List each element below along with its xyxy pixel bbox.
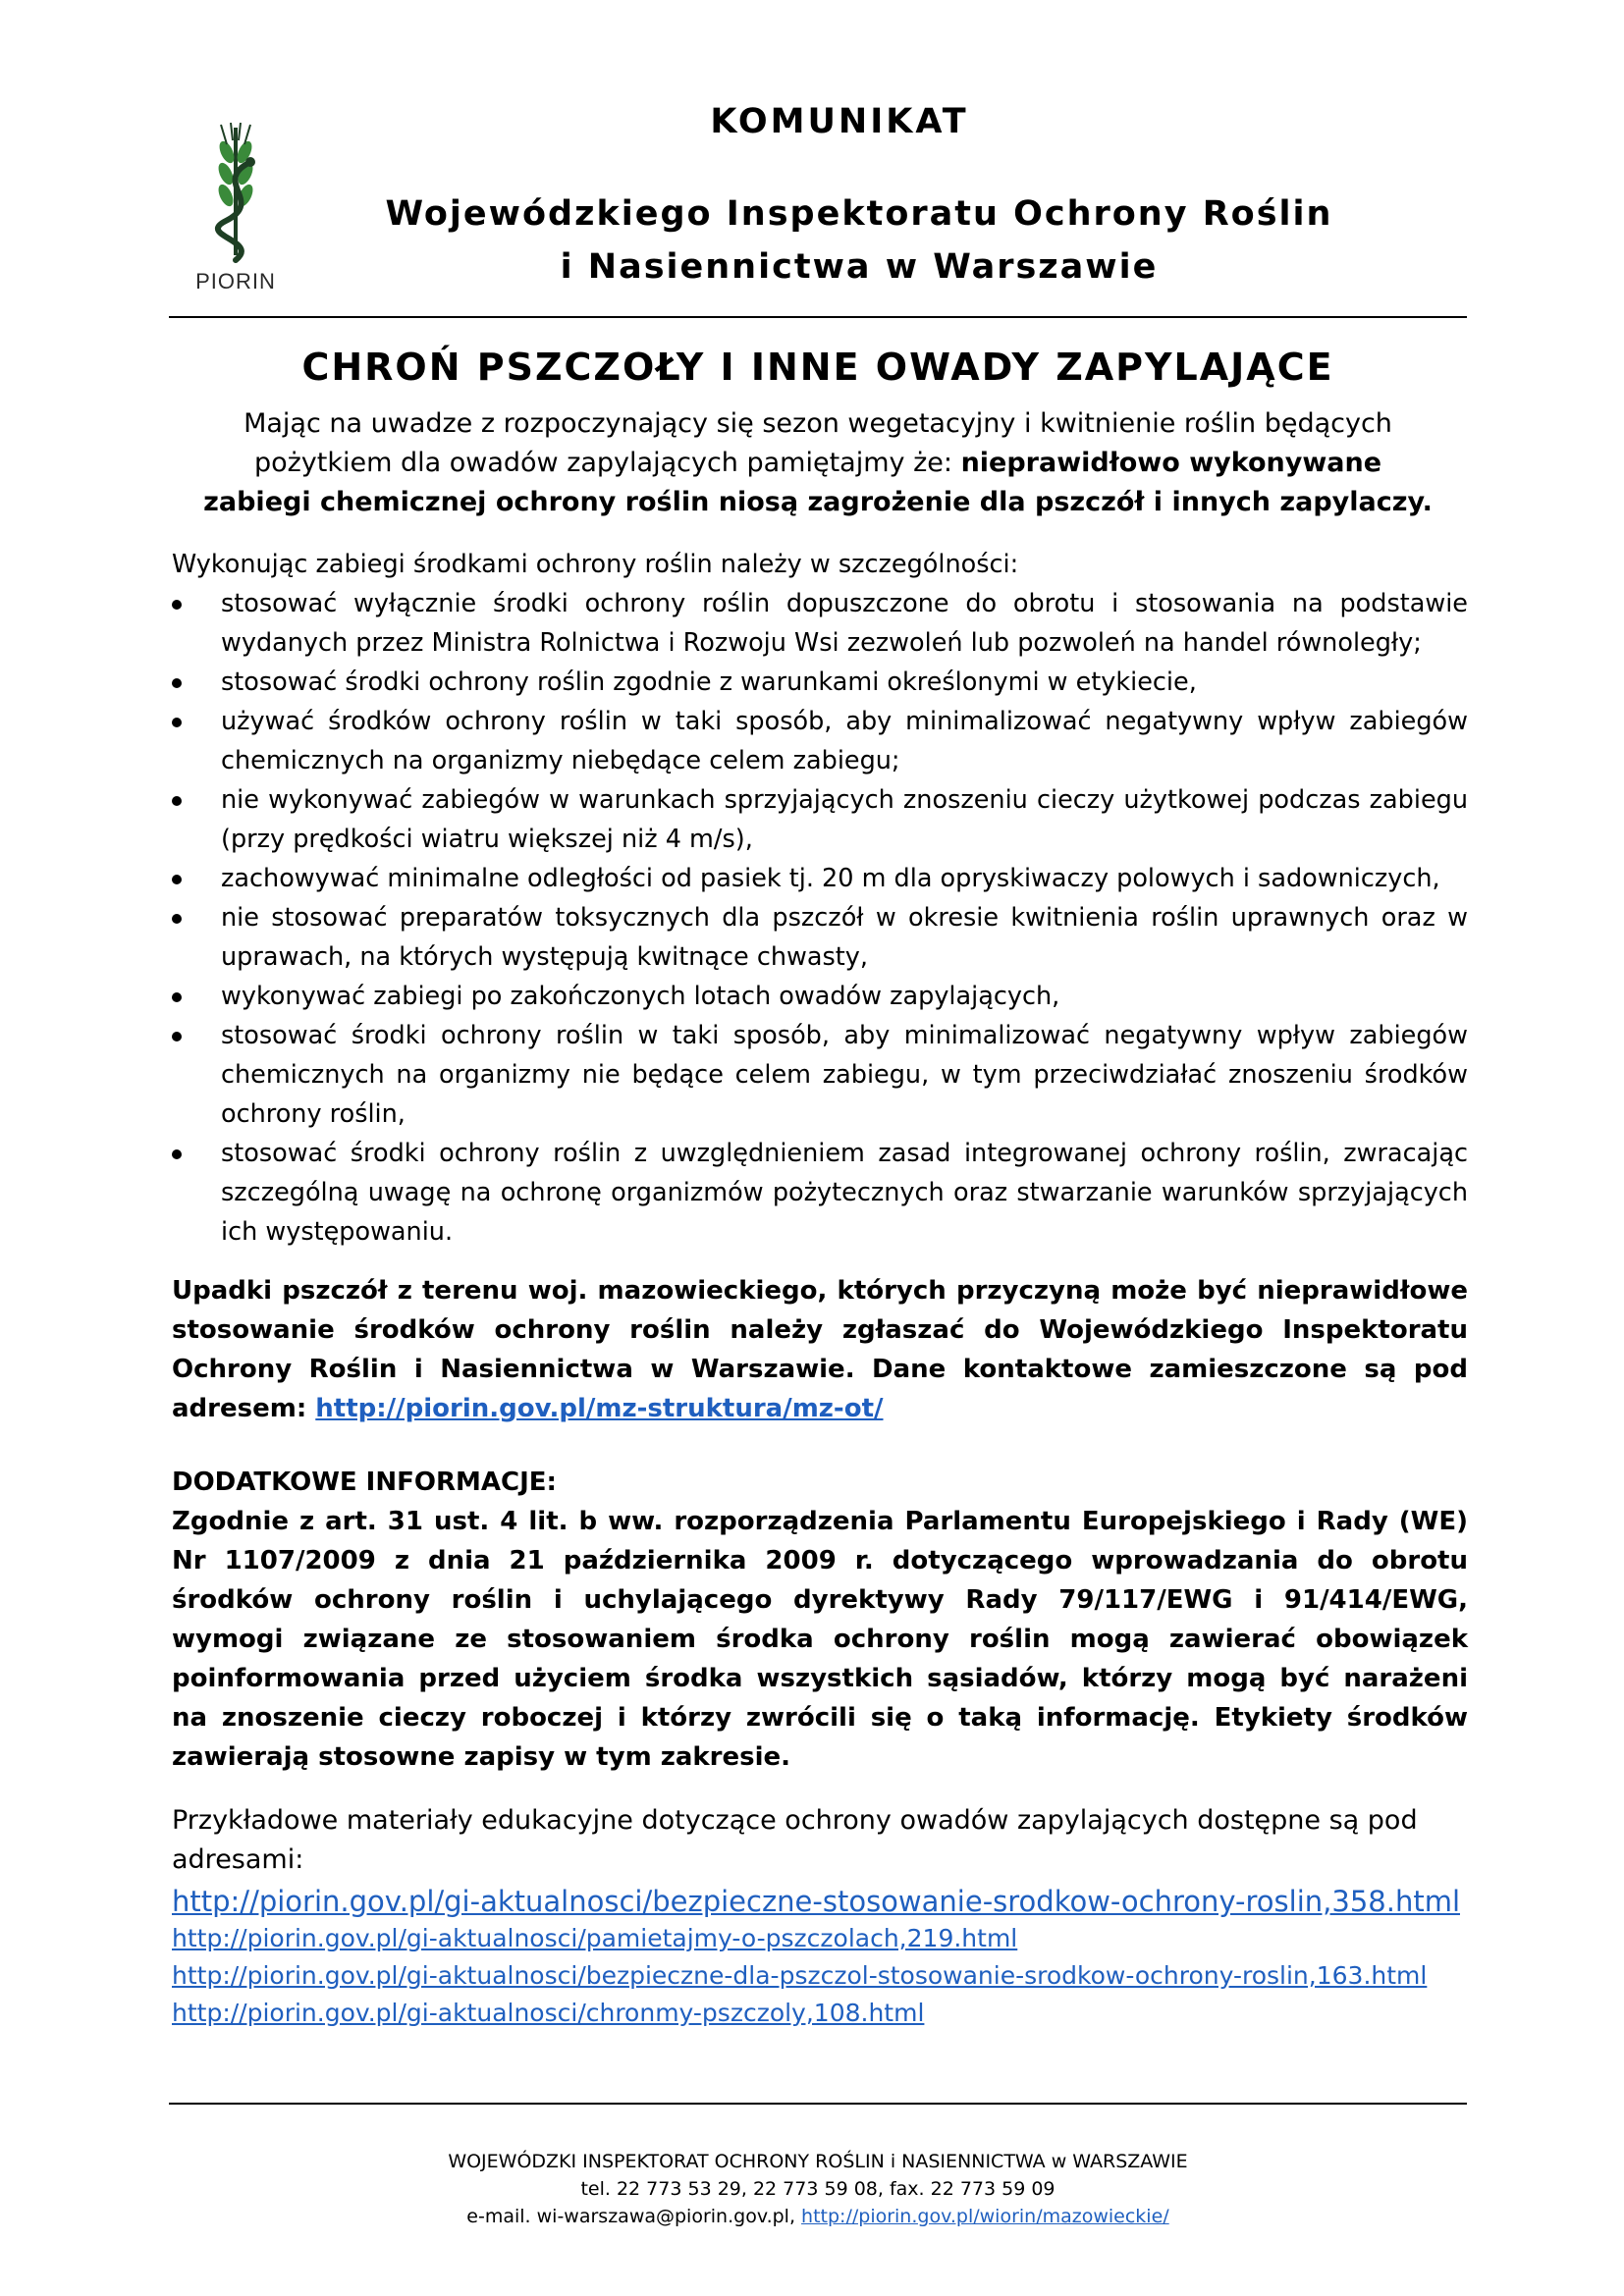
logo-text: PIORIN bbox=[195, 269, 276, 294]
recommendations-list bbox=[172, 584, 1468, 1252]
bullet-icon bbox=[172, 718, 182, 727]
list-item bbox=[172, 1134, 1468, 1252]
bullet-icon bbox=[172, 1032, 182, 1041]
intro-paragraph bbox=[169, 404, 1467, 522]
document-title: KOMUNIKAT bbox=[710, 102, 969, 141]
footer-email: e-mail. wi-warszawa@piorin.gov.pl, bbox=[466, 2206, 802, 2227]
footer bbox=[169, 2148, 1467, 2230]
material-link[interactable]: http://piorin.gov.pl/gi-aktualnosci/pamietajmy-o-pszczolach,219.html bbox=[172, 1924, 1018, 1952]
institution-line-2: i Nasiennictwa w Warszawie bbox=[560, 247, 1159, 287]
list-item bbox=[172, 780, 1468, 859]
bullet-icon bbox=[172, 796, 182, 806]
report-paragraph bbox=[172, 1271, 1468, 1428]
list-item-text: stosować środki ochrony roślin zgodnie z warunkami określonymi w etykiecie, bbox=[221, 667, 1197, 697]
list-item bbox=[172, 1016, 1468, 1134]
materials-intro: Przykładowe materiały edukacyjne dotyczące ochrony owadów zapylających dostępne są pod adresami: bbox=[172, 1805, 1418, 1875]
footer-phone: tel. 22 773 53 29, 22 773 59 08, fax. 22 773 59 09 bbox=[580, 2178, 1056, 2200]
header-divider bbox=[169, 316, 1467, 318]
bullet-icon bbox=[172, 678, 182, 688]
footer-institution: WOJEWÓDZKI INSPEKTORAT OCHRONY ROŚLIN i NASIENNICTWA w WARSZAWIE bbox=[448, 2151, 1188, 2172]
material-link[interactable]: http://piorin.gov.pl/gi-aktualnosci/bezpieczne-stosowanie-srodkow-ochrony-roslin,358.html bbox=[172, 1885, 1460, 1918]
materials-links bbox=[172, 1883, 1468, 2032]
list-item-text: stosować wyłącznie środki ochrony roślin dopuszczone do obrotu i stosowania na podstawie wydanych przez Ministra Rolnictwa i Rozwoju Wsi zezwoleń lub pozwoleń na handel równoległy; bbox=[221, 589, 1468, 658]
bullet-icon bbox=[172, 1149, 182, 1159]
list-item bbox=[172, 584, 1468, 663]
list-item bbox=[172, 977, 1468, 1016]
bullet-icon bbox=[172, 992, 182, 1002]
footer-divider bbox=[169, 2103, 1467, 2105]
additional-info-heading: DODATKOWE INFORMACJE: bbox=[172, 1468, 557, 1497]
list-item bbox=[172, 663, 1468, 702]
list-item-text: wykonywać zabiegi po zakończonych lotach owadów zapylających, bbox=[221, 982, 1060, 1011]
list-item bbox=[172, 702, 1468, 780]
material-link[interactable]: http://piorin.gov.pl/gi-aktualnosci/chronmy-pszczoly,108.html bbox=[172, 1999, 925, 2027]
list-item-text: używać środków ochrony roślin w taki sposób, aby minimalizować negatywny wpływ zabiegów chemicznych na organizmy niebędące celem zabiegu; bbox=[221, 707, 1468, 775]
additional-info-paragraph: Zgodnie z art. 31 ust. 4 lit. b ww. rozporządzenia Parlamentu Europejskiego i Rady (WE) Nr 1107/2009 z dnia 21 października 2009 r. dotyczącego wprowadzania do obrotu środków ochrony roślin i uchylającego dyrektywy Rady 79/117/EWG i 91/414/EWG, wymogi związane ze stosowaniem środka ochrony roślin mogą zawierać obowiązek poinformowania przed użyciem środka wszystkich sąsiadów, którzy mogą być narażeni na znoszenie cieczy roboczej i którzy zwrócili się o taką informację. Etykiety środków zawierają stosowne zapisy w tym zakresie. bbox=[172, 1507, 1468, 1772]
footer-contact bbox=[169, 2203, 1467, 2230]
list-item-text: nie stosować preparatów toksycznych dla pszczół w okresie kwitnienia roślin uprawnych oraz w uprawach, na których występują kwitnące chwasty, bbox=[221, 903, 1468, 972]
intro-line-3 bbox=[169, 483, 1467, 522]
list-item-text: zachowywać minimalne odległości od pasiek tj. 20 m dla opryskiwaczy polowych i sadowniczych, bbox=[221, 864, 1440, 893]
list-item-text: stosować środki ochrony roślin w taki sposób, aby minimalizować negatywny wpływ zabiegów chemicznych na organizmy nie będące celem zabiegu, w tym przeciwdziałać znoszeniu środków ochrony roślin, bbox=[221, 1021, 1468, 1129]
footer-website-link[interactable]: http://piorin.gov.pl/wiorin/mazowieckie/ bbox=[801, 2206, 1169, 2227]
institution-line-1: Wojewódzkiego Inspektoratu Ochrony Roślin bbox=[385, 194, 1333, 234]
main-heading: CHROŃ PSZCZOŁY I INNE OWADY ZAPYLAJĄCE bbox=[301, 346, 1334, 389]
contact-link[interactable]: http://piorin.gov.pl/mz-struktura/mz-ot/ bbox=[315, 1394, 884, 1423]
list-item-text: stosować środki ochrony roślin z uwzględnieniem zasad integrowanej ochrony roślin, zwracając szczególną uwagę na ochronę organizmów pożytecznych oraz stwarzanie warunków sprzyjających ich występowaniu. bbox=[221, 1139, 1468, 1247]
intro-line-3-bold: zabiegi chemicznej ochrony roślin niosą zagrożenie dla pszczół i innych zapylaczy. bbox=[203, 487, 1433, 517]
list-item-text: nie wykonywać zabiegów w warunkach sprzyjających znoszeniu cieczy użytkowej podczas zabiegu (przy prędkości wiatru większej niż 4 m/s), bbox=[221, 785, 1468, 854]
report-text: Upadki pszczół z terenu woj. mazowieckiego, których przyczyną może być nieprawidłowe stosowanie środków ochrony roślin należy zgłaszać do Wojewódzkiego Inspektoratu Ochrony Roślin i Nasiennictwa w Warszawie. Dane kontaktowe zamieszczone są pod adresem: bbox=[172, 1276, 1468, 1423]
list-item bbox=[172, 898, 1468, 977]
intro-line-2-normal: pożytkiem dla owadów zapylających pamiętajmy że: bbox=[253, 448, 961, 478]
bullet-icon bbox=[172, 914, 182, 924]
bullet-icon bbox=[172, 600, 182, 610]
bullets-lead: Wykonując zabiegi środkami ochrony roślin należy w szczególności: bbox=[172, 550, 1019, 579]
wheat-snake-icon bbox=[182, 123, 290, 270]
intro-line-2 bbox=[169, 444, 1467, 483]
intro-line-1: Mając na uwadze z rozpoczynający się sezon wegetacyjny i kwitnienie roślin będących bbox=[244, 408, 1392, 439]
piorin-logo bbox=[182, 123, 290, 294]
list-item bbox=[172, 859, 1468, 898]
bullet-icon bbox=[172, 875, 182, 884]
material-link[interactable]: http://piorin.gov.pl/gi-aktualnosci/bezpieczne-dla-pszczol-stosowanie-srodkow-ochrony-roslin,163.html bbox=[172, 1961, 1428, 1990]
intro-line-2-bold: nieprawidłowo wykonywane bbox=[960, 448, 1382, 478]
